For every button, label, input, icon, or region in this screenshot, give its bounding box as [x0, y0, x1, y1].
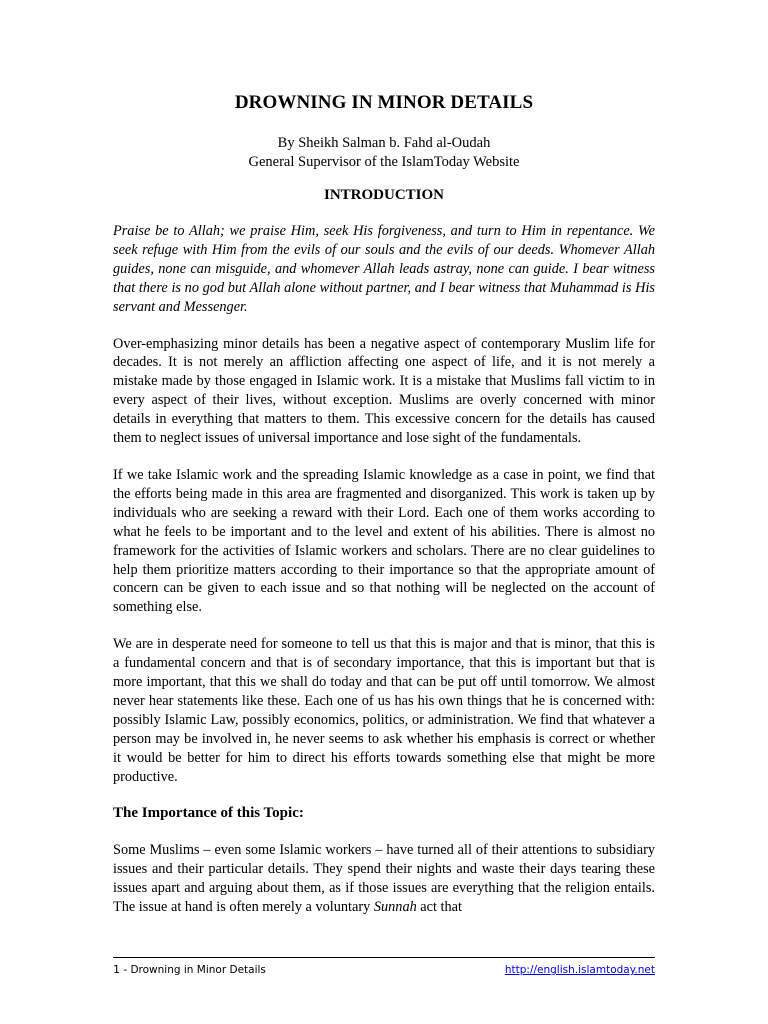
website-link[interactable]: http://english.islamtoday.net	[504, 964, 655, 976]
paragraph-text: act that	[416, 899, 462, 916]
paragraph-importance	[113, 841, 655, 917]
author-line: By Sheikh Salman b. Fahd al-Oudah	[277, 135, 491, 151]
page-footer	[113, 963, 655, 976]
section-heading-introduction: INTRODUCTION	[323, 187, 444, 203]
subheading-importance: The Importance of this Topic:	[113, 805, 304, 822]
paragraph: We are in desperate need for someone to tell us that this is major and that is minor, that this is a fundamental concern and that is of secondary importance, that this is important but that is more important, that this we shall do today and that can be put off until tomorrow. We almost never hear statements like these. Each one of us has his own things that he is concerned with: possibly Islamic Law, possibly economics, politics, or administration. We find that whatever a person may be involved in, he never seems to ask whether his emphasis is correct or whether it would be better for him to direct his efforts towards something else that might be more productive.	[113, 636, 655, 785]
document-title: DROWNING IN MINOR DETAILS	[234, 92, 534, 113]
sunnah-term: Sunnah	[373, 899, 417, 916]
paragraph: If we take Islamic work and the spreading Islamic knowledge as a case in point, we find that the efforts being made in this area are fragmented and disorganized. This work is taken up by individuals who are seeking a reward with their Lord. Each one of them works according to what he feels to be important and to the level and extent of his abilities. There is almost no framework for the activities of Islamic workers and scholars. There are no clear guidelines to help them prioritize matters according to their importance so that the appropriate amount of concern can be given to each issue and so that nothing will be neglected on the account of something else.	[113, 466, 655, 616]
footer-doc-title: - Drowning in Minor Details	[120, 964, 266, 976]
document-body	[113, 222, 655, 935]
paragraph: Over-emphasizing minor details has been a negative aspect of contemporary Muslim life for decades. It is not merely an affliction affecting one aspect of life, and it is not merely a mistake made by those engaged in Islamic work. It is a mistake that Muslims fall victim to in every aspect of their lives, without exception. Muslims are overly concerned with minor details in everything that matters to them. This excessive concern for the details has caused them to neglect issues of universal importance and lose sight of the fundamentals.	[113, 335, 655, 447]
paragraph-text: Some Muslims – even some Islamic workers – have turned all of their attentions to subsidiary issues and their particular details. They spend their nights and waste their days tearing these issues apart and arguing about them, as if those issues are everything that the religion entails. The issue at hand is often merely a voluntary	[113, 842, 655, 916]
byline	[0, 134, 768, 172]
footer-page-info	[113, 963, 266, 976]
paragraph-invocation: Praise be to Allah; we praise Him, seek His forgiveness, and turn to Him in repentance. We seek refuge with Him from the evils of our souls and the evils of our deeds. Whomever Allah guides, none can misguide, and whomever Allah leads astray, none can guide. I bear witness that there is no god but Allah alone without partner, and I bear witness that Muhammad is His servant and Messenger.	[113, 223, 655, 315]
page-number: 1	[113, 963, 120, 976]
footer-divider	[113, 957, 655, 958]
author-role-line: General Supervisor of the IslamToday Website	[248, 154, 520, 170]
